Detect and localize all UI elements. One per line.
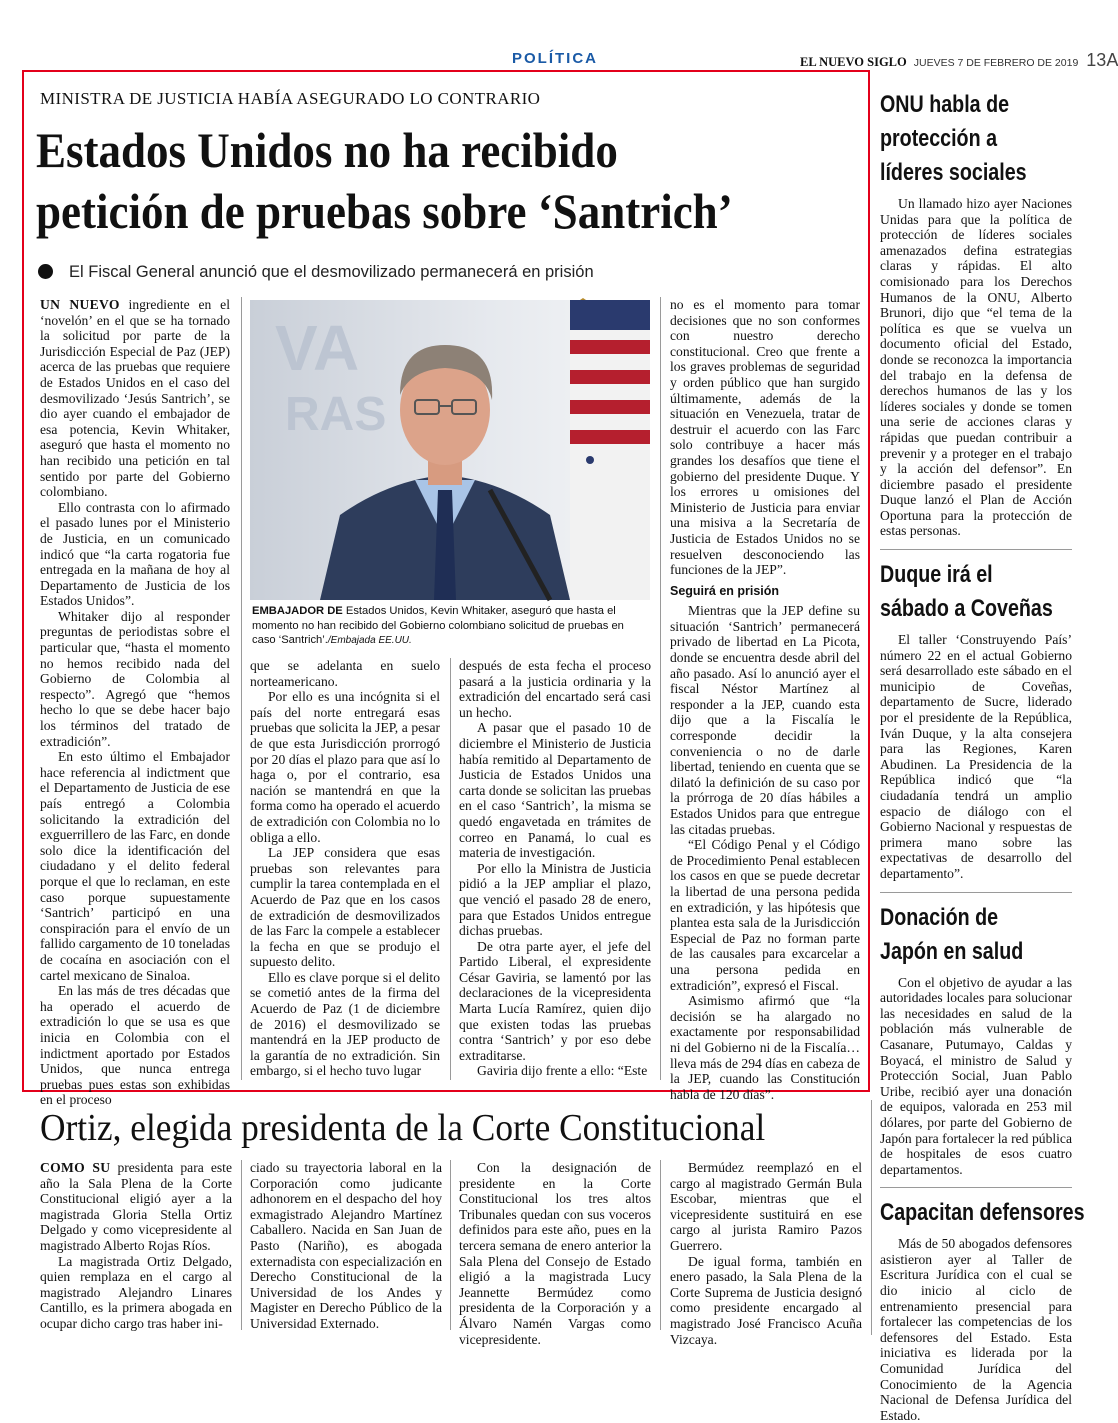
sidebar-divider xyxy=(880,549,1072,550)
sidebar-divider xyxy=(880,892,1072,893)
sidebar-story-defensores xyxy=(880,1196,1085,1423)
bottom-column-1 xyxy=(40,1160,232,1332)
bottom-col1-p1: presidenta para este año la Sala Plena de la Corte Constitucional eligió ayer a la magistrada Gloria Stella Ortiz Delgado y como vicepresidente al magistrado Alberto Rojas Ríos. xyxy=(40,1160,232,1253)
sidebar-title: Donación de xyxy=(880,903,999,931)
bottom-col4-p2: De igual forma, también en enero pasado, la Sala Plena de la Corte Suprema de Justicia designó como presidente encargado al magistrado José Francisco Acuña Vizcaya. xyxy=(670,1253,862,1347)
col4-p4: Asimismo afirmó que “la decisión se ha alargado no exactamente por responsabilidad ni del Gobierno ni de la Fiscalía… lleva más de 294 días en cabeza de la JEP, cuando las Constitución habla de 120 días”. xyxy=(670,993,860,1102)
sidebar-title: Duque irá el xyxy=(880,561,993,589)
svg-text:RAS: RAS xyxy=(285,388,387,441)
page-number: 13A xyxy=(1086,50,1118,70)
col1-p1: ingrediente en el ‘novelón’ en el que se ha tornado la solicitud por parte de la Jurisdicción Especial de Paz (JEP) acerca de las pruebas que requiere de Estados Unidos en el caso del desmovilizado ‘Jesús Santrich’, se dio ayer cuando el embajador de esa potencia, Kevin Whitaker, aseguró que hasta el momento no han recibido una petición en tal sentido por parte del Gobierno colombiano. xyxy=(40,297,230,500)
bullet-icon xyxy=(38,264,53,279)
col2-p4: Ello es clave porque si el delito se cometió antes de la firma del Acuerdo de Paz (1 de diciembre de 2016) el desmovilizado se mantendrá en la JEP producto de la garantía de no extradición. Sin embargo, si el hecho tuvo lugar xyxy=(250,969,440,1079)
ambassador-photo xyxy=(250,300,650,600)
bottom-column-3 xyxy=(459,1160,651,1347)
sidebar-title: protección a xyxy=(880,125,998,152)
column-divider xyxy=(660,1160,661,1330)
sidebar-title: sábado a Coveñas xyxy=(880,595,1053,623)
headline-line-2: petición de pruebas sobre ‘Santrich’ xyxy=(36,183,733,239)
column-divider xyxy=(450,1160,451,1330)
article-headline xyxy=(36,120,866,242)
sidebar-body: Un llamado hizo ayer Naciones Unidas para que la política de protección de líderes sociales amenazados defina estrategias claras y rápidas. El alto comisionado para los Derechos Humanos de la ONU, Alberto Brunori, dijo que “el tema de la política es que se vuelva un documento oficial del Estado, donde se reconozca la importancia del trabajo en la defensa de derechos humanos de las y los líderes sociales y donde se tomen una serie de acciones claras y rápidas que puedan contribuir a prevenir y a proteger en el trabajo y la acción del defensor”. En diciembre pasado el presidente Duque lanzó el Plan de Acción Oportuna para la protección de estas personas. xyxy=(880,196,1072,539)
photo-illustration xyxy=(250,300,650,600)
sidebar-divider xyxy=(880,1187,1072,1188)
col4-p3: “El Código Penal y el Código de Procedimiento Penal establecen los casos en que se puede decretar la libertad de una persona pedida en extradición, y las hipótesis que plantea esta sala de la Jurisdicción Especial de Paz no forman parte de las causales para excarcelar a una persona pedida en extradición”, expresó el Fiscal. xyxy=(670,837,860,993)
photo-caption-text: Estados Unidos, Kevin Whitaker, aseguró que hasta el momento no han recibido del Gobierno colombiano solicitud de pruebas en caso ‘Santrich’. xyxy=(252,605,624,646)
col3-p2: A pasar que el pasado 10 de diciembre el Ministerio de Justicia había remitido al Departamento de Justicia de Estados Unidos una carta donde se solicitan las pruebas en el caso ‘Santrich’, la misma se quedó engavetada en trámites de correo en Panamá, lo cual es materia de investigación. xyxy=(459,720,651,861)
photo-caption xyxy=(252,604,648,649)
sidebar-body: Con el objetivo de ayudar a las autoridades locales para solucionar las necesidades en salud de la población más vulnerable de Casanare, Putumayo, Caldas y Boyacá, el ministro de Salud y Protección Social, Juan Pablo Uribe, recibió ayer una donación de equipos, valorada en 253 mil dólares, por parte del Gobierno de Japón para fortalecer la red pública de hospitales de esos cuatro departamentos. xyxy=(880,974,1072,1177)
bottom-lead-in: COMO SU xyxy=(40,1160,111,1175)
col3-p3: Por ello la Ministra de Justicia pidió a la JEP ampliar el plazo, que venció el pasado 28 de enero, para que Estados Unidos entregue dichas pruebas. xyxy=(459,860,651,939)
photo-credit: /Embajada EE.UU. xyxy=(327,635,412,646)
col3-p5: Gaviria dijo frente a ello: “Este xyxy=(477,1063,648,1079)
sidebar-story-onu xyxy=(880,88,1072,539)
column-divider xyxy=(450,658,451,1080)
bottom-column-2 xyxy=(250,1160,442,1332)
bottom-column-4 xyxy=(670,1160,862,1347)
bottom-col4-p1: Bermúdez reemplazó en el cargo al magistrado Germán Bula Escobar, mientras que el vicepresidente sustituirá en ese cargo al jurista Ramiro Pazos Guerrero. xyxy=(670,1160,862,1253)
svg-text:VA: VA xyxy=(275,312,360,384)
article-lead-in: UN NUEVO xyxy=(40,297,120,312)
sidebar-divider-vertical xyxy=(871,1100,872,1335)
col1-p4: En esto último el Embajador hace referencia al indictment que el Departamento de Justicia de ese país entregó a Colombia solicitando la extradición del exguerrillero de las Farc, en donde solo dice la identificación del ciudadano y el delito federal porque el que lo reclaman, en este caso porque supuestamente ‘Santrich’ participó en una conspiración para el envío de un fallido cargamento de 10 toneladas de cocaína en asociación con el cartel mexicano de Sinaloa. xyxy=(40,749,230,983)
subheadline xyxy=(38,263,594,282)
col1-p2: Ello contrasta con lo afirmado el pasado lunes por el Ministerio de Justicia, en un comunicado indicó que “la carta rogatoria fue entregada en la mañana de hoy al Departamento de Justicia de los Estados Unidos”. xyxy=(40,499,230,609)
column-divider xyxy=(241,1160,242,1330)
newspaper-name: EL NUEVO SIGLO xyxy=(800,55,907,69)
section-label: POLÍTICA xyxy=(512,50,598,67)
subheadline-text: El Fiscal General anunció que el desmovilizado permanecerá en prisión xyxy=(69,263,594,281)
headline-line-1: Estados Unidos no ha recibido xyxy=(36,122,618,178)
col3-p1: después de esta fecha el proceso pasará a la justicia ordinaria y la extradición del encartado será casi un hecho. xyxy=(459,658,651,720)
article-subhead: Seguirá en prisión xyxy=(670,583,780,598)
issue-date: JUEVES 7 DE FEBRERO DE 2019 xyxy=(913,57,1079,69)
sidebar-story-japon xyxy=(880,901,1072,1178)
col3-p4: De otra parte ayer, el jefe del Partido Liberal, el expresidente César Gaviria, se lamentó por las declaraciones de la vicepresidenta Marta Lucía Ramírez, quien dijo que existen todas las pruebas contra ‘Santrich’ y por eso debe extraditarse. xyxy=(459,938,651,1063)
article-column-3 xyxy=(459,658,651,1079)
article-column-1 xyxy=(40,297,230,1108)
sidebar-title: líderes sociales xyxy=(880,159,1027,186)
sidebar-body: Más de 50 abogados defensores asistieron ayer al Taller de Escritura Jurídica con el cual se dio inicio al ciclo de entrenamiento presencial para fortalecer las competencias de los defensores del Estado. Esta iniciativa es liderada por la Comunidad Jurídica del Conocimiento de la Agencia Nacional de Defensa Jurídica del Estado. xyxy=(880,1236,1072,1423)
sidebar xyxy=(880,88,1085,1423)
article-column-4 xyxy=(670,297,860,1102)
article-column-2 xyxy=(250,658,440,1079)
sidebar-body: El taller ‘Construyendo País’ número 22 en el actual Gobierno será desarrollado este sábado en el municipio de Coveñas, departamento de Sucre, liderado por el presidente de la República, Iván Duque, y la alta consejera para las Regiones, Karen Abudinen. La Presidencia de la República indicó que “la ciudadanía tendrá un amplio espacio de diálogo con el Gobierno Nacional y respuestas de primera mano sobre las expectativas de desarrollo del departamento”. xyxy=(880,632,1072,881)
col4-p2: Mientras que la JEP define su situación ‘Santrich’ permanecerá privado de libertad en La Picota, donde se encuentra desde abril del año pasado. Así lo anunció ayer el fiscal Néstor Martínez al responder a la JEP, cuando esta dijo que a la Fiscalía le corresponde decidir la conveniencia o no de darle libertad, teniendo en cuenta que se dilató la definición de su caso por la prórroga de 20 días hábiles a Estados Unidos para que entregue las citadas pruebas. xyxy=(670,603,860,837)
photo-caption-lead: EMBAJADOR DE xyxy=(252,605,343,617)
bottom-col1-p2: La magistrada Ortiz Delgado, quien remplaza en el cargo al magistrado Alejandro Linares Cantillo, es la primera abogada en ocupar dicho cargo tras haber ini- xyxy=(40,1253,232,1331)
bottom-col2-p1: ciado su trayectoria laboral en la Corporación como judicante adhonorem en el despacho del hoy exmagistrado Alejandro Martínez Caballero. Nacida en San Juan de Pasto (Nariño), es abogada externadista con especialización en Derecho Constitucional de la Universidad de los Andes y Magister en Derecho Público de la Universidad Externado. xyxy=(250,1160,442,1331)
col2-p1: que se adelanta en suelo norteamericano. xyxy=(250,658,440,689)
col2-p2: Por ello es una incógnita si el país del norte entregará esas pruebas que solicita la JEP, a pesar de que esta Jurisdicción prorrogó por 20 días el plazo para que así lo haga o, por el contrario, esa nación se mantendrá en que la forma como ha operado el acuerdo de extradición con Colombia no lo obliga a ello. xyxy=(250,689,440,845)
sidebar-title: ONU habla de xyxy=(880,91,1010,118)
col1-p5: En las más de tres décadas que ha operado el acuerdo de extradición lo que se usa es que inicia en Colombia con el indictment aportado por Estados Unidos, que nunca entrega pruebas pues estas son exhibidas en el proceso xyxy=(40,983,230,1108)
bottom-headline: Ortiz, elegida presidenta de la Corte Constitucional xyxy=(40,1107,766,1149)
column-divider xyxy=(241,297,242,1080)
bottom-col3-p1: Con la designación de presidente en la Corte Constitucional los tres altos Tribunales quedan con sus voceros definidos para este año, pues en la tercera semana de enero anterior la Sala Plena del Consejo de Estado eligió a la magistrada Lucy Jeannette Bermúdez como presidenta de la Corporación y a Álvaro Namén Vargas como vicepresidente. xyxy=(459,1160,651,1347)
masthead xyxy=(800,50,1118,71)
col4-p1: no es el momento para tomar decisiones que no son conformes con nuestro derecho constitucional. Creo que frente a los graves problemas de seguridad y orden público que han surgido últimamente, además de la situación en Venezuela, tratar de destruir el acuerdo con las Farc solo contribuye a hacer más grandes los desafíos que tiene el gobierno del presidente Duque. Y los errores u omisiones del Ministerio de Justicia para enviar una misiva a la Secretaría de Justicia de Estados Unidos no se resuelven desconociendo las funciones de la JEP”. xyxy=(670,297,860,578)
col2-p3: La JEP considera que esas pruebas son relevantes para cumplir la tarea contemplada en el Acuerdo de Paz que en los casos de extradición de desmovilizados de las Farc la compele a establecer la fecha en que se produjo el supuesto delito. xyxy=(250,845,440,970)
sidebar-title: Capacitan defensores xyxy=(880,1199,1085,1227)
article-kicker: MINISTRA DE JUSTICIA HABÍA ASEGURADO LO CONTRARIO xyxy=(40,89,541,108)
sidebar-title: Japón en salud xyxy=(880,937,1024,965)
sidebar-story-duque xyxy=(880,558,1072,882)
column-divider xyxy=(660,297,661,1080)
col1-p3: Whitaker dijo al responder preguntas de periodistas sobre el particular que, “hasta el momento no hemos recibido nada del Gobierno de Colombia al respecto”. Agregó que “hemos hecho lo que se debe hacer bajo los términos del tratado de extradición”. xyxy=(40,608,230,749)
